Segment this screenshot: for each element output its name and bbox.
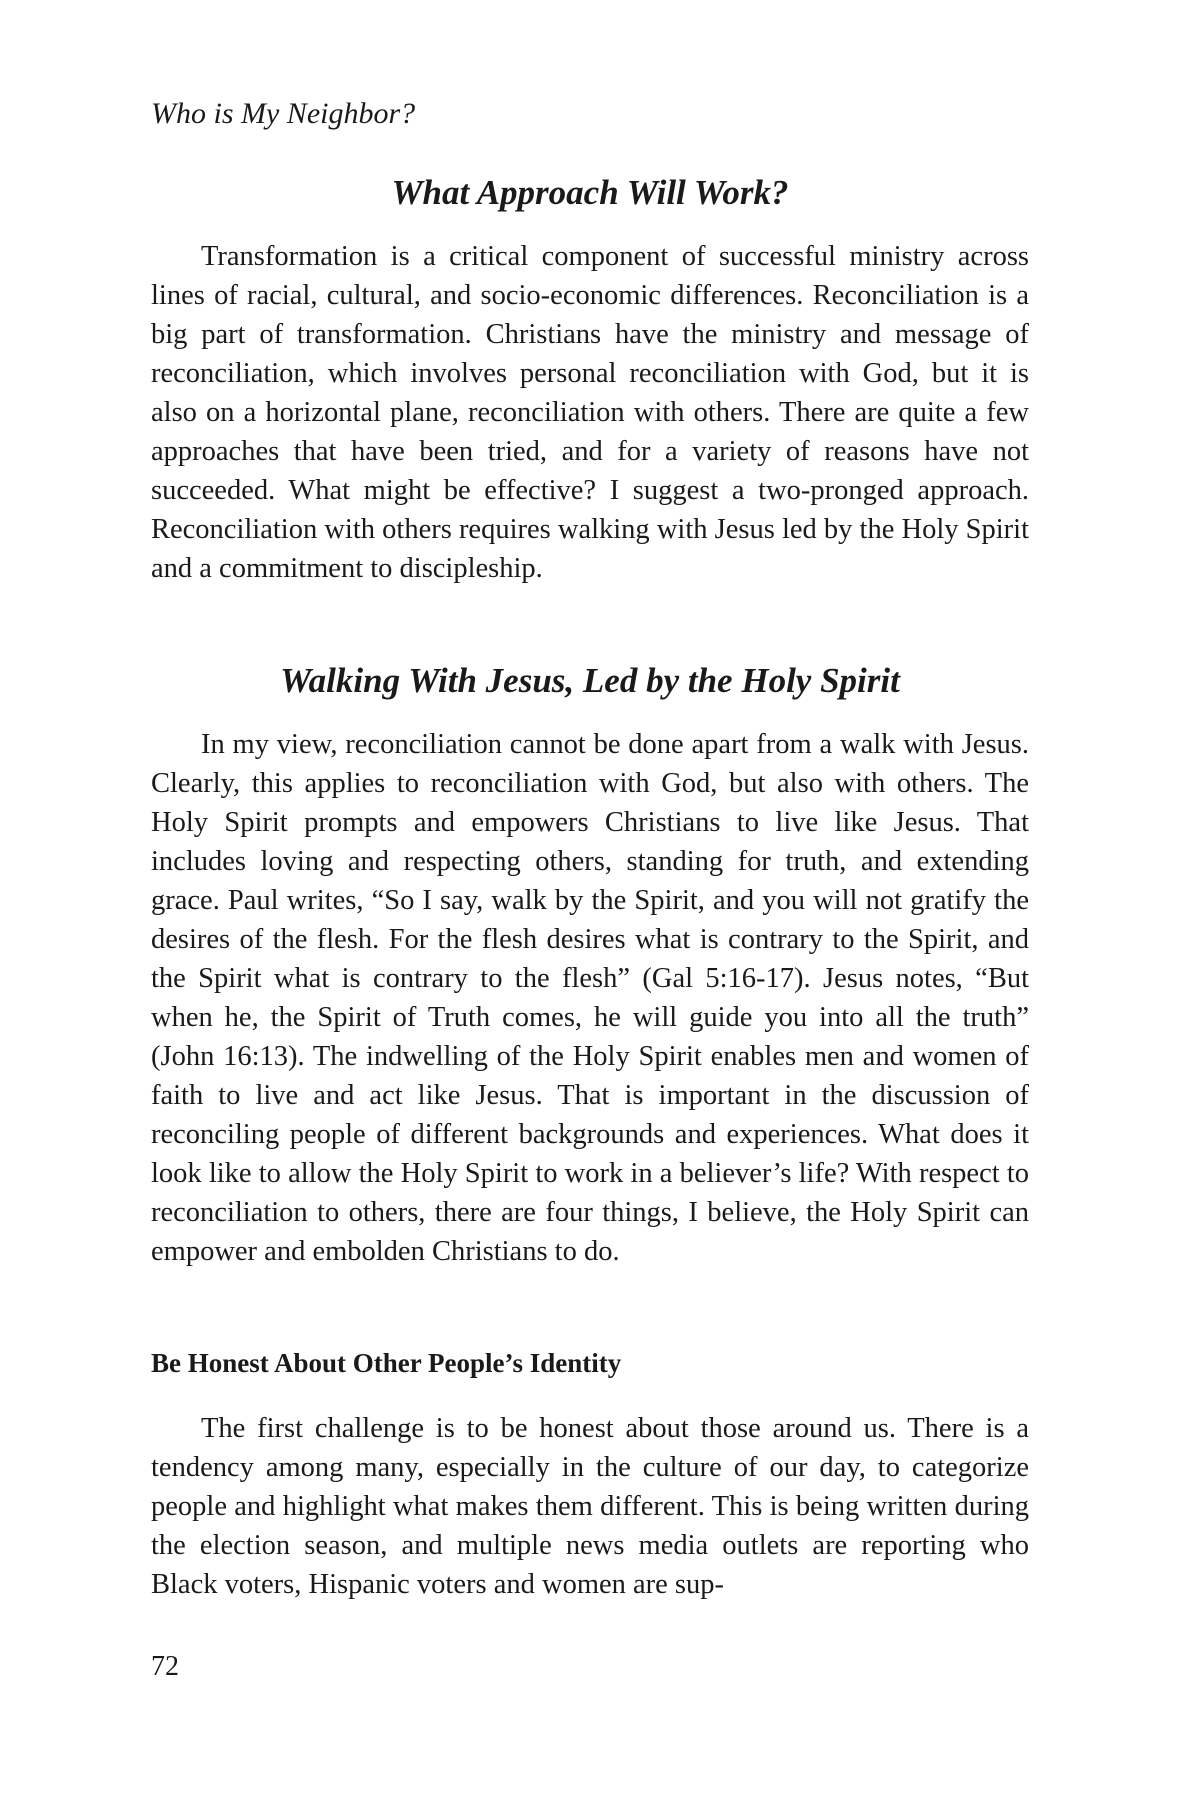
section-heading-walking: Walking With Jesus, Led by the Holy Spirit [280, 661, 900, 700]
running-head: Who is My Neighbor? [151, 97, 416, 130]
subsection-heading-honest: Be Honest About Other People’s Identity [151, 1348, 622, 1378]
paragraph-approach: Transformation is a critical component of successful ministry across lines of racial, cultural, and socio-economic differences. Reconciliation is a big part of transformation. Christians have the ministry and message of reconciliation, which involves personal reconciliation with God, but it is also on a horizontal plane, reconciliation with others. There are quite a few approaches that have been tried, and for a variety of reasons have not succeeded. What might be effective? I suggest a two-pronged approach. Reconciliation with others requires walking with Jesus led by the Holy Spirit and a commitment to discipleship. [151, 241, 1029, 584]
paragraph-honest: The first challenge is to be honest about those around us. There is a tendency among many, especially in the culture of our day, to categorize people and highlight what makes them different. This is being written during the election season, and multiple news media outlets are reporting who Black voters, Hispanic voters and women are sup- [151, 1413, 1029, 1600]
book-page [151, 0, 1029, 1800]
paragraph-walking: In my view, reconciliation cannot be done apart from a walk with Jesus. Clearly, this applies to reconciliation with God, but also with others. The Holy Spirit prompts and empowers Christians to live like Jesus. That includes loving and respecting others, standing for truth, and extending grace. Paul writes, “So I say, walk by the Spirit, and you will not gratify the desires of the flesh. For the flesh desires what is contrary to the Spirit, and the Spirit what is contrary to the flesh” (Gal 5:16-17). Jesus notes, “But when he, the Spirit of Truth comes, he will guide you into all the truth” (John 16:13). The indwelling of the Holy Spirit enables men and women of faith to live and act like Jesus. That is important in the discussion of reconciling people of different backgrounds and experiences. What does it look like to allow the Holy Spirit to work in a believer’s life? With respect to reconciliation to others, there are four things, I believe, the Holy Spirit can empower and embolden Christians to do. [151, 729, 1029, 1267]
page-number: 72 [151, 1651, 179, 1682]
section-heading-approach: What Approach Will Work? [391, 173, 789, 212]
